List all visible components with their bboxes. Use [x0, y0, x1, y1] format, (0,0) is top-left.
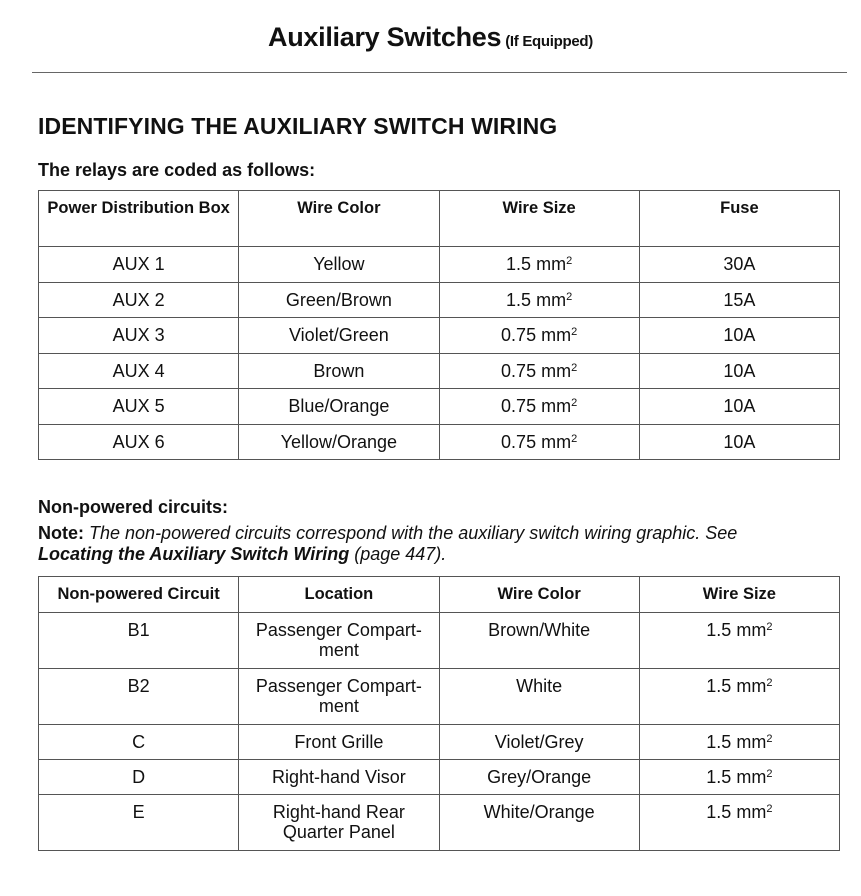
wire-size-cell-text: 1.5 mm [706, 620, 767, 640]
box-cell-text: AUX 6 [112, 431, 165, 452]
location-cell-text: Front Grille [294, 732, 384, 752]
wire-size-cell [439, 247, 639, 283]
wire-color-cell [239, 389, 439, 425]
wire-size-cell-text: 1.5 mm [706, 676, 767, 696]
wire-size-cell [439, 424, 639, 460]
box-cell-text: AUX 4 [112, 360, 165, 381]
fuse-cell [639, 424, 839, 460]
column-header: Non-powered Circuit [39, 577, 239, 613]
wire-size-cell-text: 1.5 mm [706, 732, 767, 752]
fuse-cell-text: 10A [723, 431, 756, 452]
table-row [39, 424, 840, 460]
circuit-cell-text: C [132, 732, 146, 752]
note-paragraph [38, 523, 838, 565]
unit-exponent: 2 [766, 677, 773, 689]
wire-color-cell [239, 424, 439, 460]
box-cell [39, 282, 239, 318]
wire-size-cell-text: 0.75 mm [501, 360, 572, 381]
section-title: IDENTIFYING THE AUXILIARY SWITCH WIRING [38, 113, 558, 139]
wire-size-cell-text: 0.75 mm [501, 431, 572, 452]
table-row [39, 247, 840, 283]
fuse-cell-text: 10A [723, 396, 756, 416]
table-row [39, 282, 840, 318]
unit-exponent: 2 [566, 255, 573, 267]
note-text: The non-powered circuits correspond with the auxiliary switch wiring graphic. See [89, 523, 738, 543]
circuit-cell [39, 669, 239, 725]
box-cell [39, 424, 239, 460]
wire-color-cell [439, 795, 639, 851]
wire-color-cell [239, 353, 439, 389]
non-powered-heading: Non-powered circuits: [38, 497, 229, 517]
box-cell-text: AUX 3 [112, 325, 165, 345]
wire-size-cell [639, 613, 839, 669]
location-cell-text: Passenger Compart- ment [255, 676, 422, 716]
table-row [39, 353, 840, 389]
wire-color-cell [439, 669, 639, 725]
relays-intro: The relays are coded as follows: [38, 160, 316, 180]
wire-size-cell [639, 669, 839, 725]
wire-size-cell [639, 795, 839, 851]
unit-exponent: 2 [766, 621, 773, 633]
wire-size-cell [439, 353, 639, 389]
box-cell [39, 389, 239, 425]
box-cell [39, 318, 239, 354]
wire-size-cell [439, 282, 639, 318]
wire-size-cell-text: 0.75 mm [501, 396, 572, 416]
unit-exponent: 2 [566, 290, 573, 303]
circuit-cell [39, 613, 239, 669]
wire-color-cell-text: Violet/Green [289, 325, 389, 345]
fuse-cell-text: 10A [723, 325, 756, 345]
circuit-cell-text: D [132, 767, 146, 787]
note-link[interactable]: Locating the Auxiliary Switch Wiring [38, 544, 350, 564]
table-row [39, 318, 840, 354]
column-header: Wire Color [439, 577, 639, 613]
table-row [39, 389, 840, 425]
box-cell-text: AUX 5 [112, 396, 165, 416]
relay-table-header-row [39, 191, 840, 247]
wire-color-cell-text: Brown/White [488, 620, 591, 640]
wire-color-cell-text: Yellow [313, 254, 365, 274]
circuit-table [38, 576, 840, 851]
fuse-cell [639, 282, 839, 318]
unit-exponent: 2 [766, 768, 773, 780]
fuse-cell [639, 389, 839, 425]
location-cell [239, 613, 439, 669]
column-header: Wire Size [639, 577, 839, 613]
wire-color-cell-text: Grey/Orange [487, 767, 592, 787]
location-cell [239, 760, 439, 795]
fuse-cell [639, 247, 839, 283]
circuit-cell-text: E [132, 802, 145, 822]
page-header [0, 22, 861, 53]
wire-color-cell-text: Green/Brown [285, 289, 392, 310]
circuit-cell [39, 760, 239, 795]
page-title: Auxiliary Switches [268, 22, 502, 52]
wire-size-cell [439, 318, 639, 354]
column-header: Fuse [639, 191, 839, 247]
wire-size-cell-text: 1.5 mm [706, 767, 767, 787]
unit-exponent: 2 [766, 733, 773, 745]
wire-color-cell [239, 318, 439, 354]
circuit-cell-text: B2 [127, 676, 150, 696]
fuse-cell-text: 30A [723, 254, 756, 274]
wire-color-cell [439, 613, 639, 669]
wire-size-cell-text: 1.5 mm [706, 802, 767, 822]
wire-size-cell-text: 1.5 mm [506, 289, 567, 310]
location-cell-text: Right-hand Rear Quarter Panel [272, 802, 405, 842]
column-header: Location [239, 577, 439, 613]
wire-color-cell [239, 282, 439, 318]
location-cell [239, 795, 439, 851]
table-row [39, 795, 840, 851]
column-header: Power Distribution Box [39, 191, 239, 247]
wire-color-cell-text: Blue/Orange [288, 396, 390, 416]
note-page: (page 447). [354, 544, 447, 564]
relay-table [38, 190, 840, 460]
fuse-cell [639, 318, 839, 354]
note-label: Note: [38, 523, 84, 543]
wire-color-cell-text: White/Orange [483, 802, 595, 822]
circuit-cell-text: B1 [127, 620, 150, 640]
page-subtitle: (If Equipped) [505, 33, 593, 50]
wire-color-cell-text: Yellow/Orange [280, 431, 398, 452]
location-cell [239, 669, 439, 725]
wire-color-cell-text: Brown [313, 360, 365, 381]
circuit-table-header-row [39, 577, 840, 613]
table-row [39, 760, 840, 795]
unit-exponent: 2 [571, 397, 578, 409]
location-cell-text: Passenger Compart- ment [255, 620, 422, 660]
table-row [39, 725, 840, 760]
column-header: Wire Size [439, 191, 639, 247]
unit-exponent: 2 [766, 803, 773, 815]
wire-color-cell [439, 725, 639, 760]
column-header: Wire Color [239, 191, 439, 247]
fuse-cell-text: 10A [723, 360, 756, 381]
box-cell-text: AUX 2 [112, 289, 165, 310]
table-row [39, 669, 840, 725]
wire-size-cell-text: 1.5 mm [506, 254, 567, 274]
wire-color-cell-text: White [516, 676, 563, 696]
location-cell [239, 725, 439, 760]
circuit-cell [39, 795, 239, 851]
box-cell [39, 247, 239, 283]
wire-size-cell [639, 725, 839, 760]
unit-exponent: 2 [571, 432, 578, 445]
wire-color-cell [439, 760, 639, 795]
header-divider [32, 72, 847, 73]
wire-color-cell-text: Violet/Grey [494, 732, 584, 752]
box-cell [39, 353, 239, 389]
unit-exponent: 2 [571, 326, 578, 338]
wire-color-cell [239, 247, 439, 283]
table-row [39, 613, 840, 669]
wire-size-cell [439, 389, 639, 425]
fuse-cell-text: 15A [723, 289, 756, 310]
fuse-cell [639, 353, 839, 389]
wire-size-cell-text: 0.75 mm [501, 325, 572, 345]
location-cell-text: Right-hand Visor [272, 767, 406, 787]
wire-size-cell [639, 760, 839, 795]
circuit-cell [39, 725, 239, 760]
box-cell-text: AUX 1 [112, 254, 165, 274]
unit-exponent: 2 [571, 361, 578, 374]
